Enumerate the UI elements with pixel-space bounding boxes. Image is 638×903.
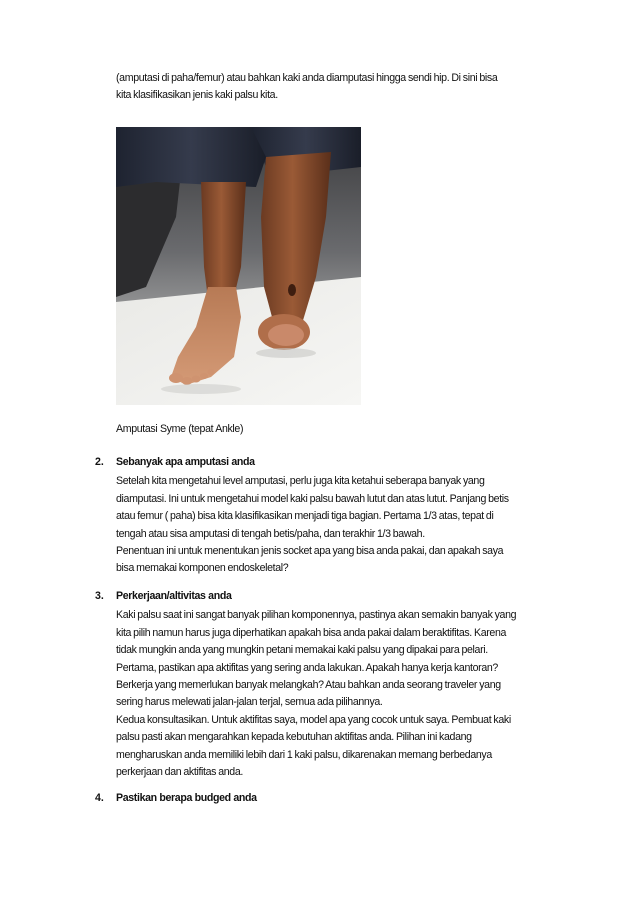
body-line: Setelah kita mengetahui level amputasi, perlu juga kita ketahui seberapa banyak yang: [116, 475, 485, 488]
section-heading: Pastikan berapa budged anda: [116, 792, 257, 804]
body-line: diamputasi. Ini untuk mengetahui model kaki palsu bawah lutut dan atas lutut. Panjang betis: [116, 492, 509, 505]
body-line: Berkerja yang memerlukan banyak melangkah? Atau bahkan anda seorang traveler yang: [116, 679, 501, 692]
intro-line: (amputasi di paha/femur) atau bahkan kaki anda diamputasi hingga sendi hip. Di sini bisa: [116, 72, 498, 84]
photo-caption: Amputasi Syme (tepat Ankle): [116, 423, 244, 435]
body-line: Pertama, pastikan apa aktifitas yang sering anda lakukan. Apakah hanya kerja kantoran?: [116, 661, 498, 674]
section-body: [116, 473, 509, 577]
body-line: Penentuan ini untuk menentukan jenis socket apa yang bisa anda pakai, dan apakah saya: [116, 545, 504, 558]
body-line: bisa memakai komponen endoskeletal?: [116, 562, 289, 575]
body-line: tengah atau sisa amputasi di tengah betis/paha, dan terakhir 1/3 bawah.: [116, 527, 425, 540]
section-heading: Sebanyak apa amputasi anda: [116, 456, 255, 468]
section-number: 3.: [95, 590, 104, 602]
intro-line: kita klasifikasikan jenis kaki palsu kita.: [116, 89, 278, 102]
section-body: [116, 607, 516, 781]
body-line: atau femur ( paha) bisa kita klasifikasikan menjadi tiga bagian. Pertama 1/3 atas, tepat di: [116, 510, 494, 523]
amputation-photo: [116, 127, 361, 405]
body-line: sering harus melewati jalan-jalan terjal, semua ada pilihannya.: [116, 696, 383, 709]
section-number: 4.: [95, 792, 104, 804]
section-number: 2.: [95, 456, 104, 468]
body-line: palsu pasti akan mengarahkan kepada kebutuhan aktifitas anda. Pilihan ini kadang: [116, 731, 472, 744]
body-line: Kaki palsu saat ini sangat banyak pilihan komponennya, pastinya akan semakin banyak yang: [116, 609, 517, 622]
body-line: mengharuskan anda memiliki lebih dari 1 kaki palsu, dikarenakan memang berbedanya: [116, 748, 492, 761]
body-line: Kedua konsultasikan. Untuk aktifitas saya, model apa yang cocok untuk saya. Pembuat kaki: [116, 713, 511, 726]
intro-paragraph: [116, 70, 572, 105]
body-line: tidak mungkin anda yang mungkin petani memakai kaki palsu yang dipakai para pelari.: [116, 644, 488, 657]
body-line: kita pilih namun harus juga diperhatikan apakah bisa anda pakai dalam beraktifitas. Karena: [116, 626, 507, 639]
section-heading: Perkerjaan/altivitas anda: [116, 590, 232, 602]
body-line: perkerjaan dan aktifitas anda.: [116, 766, 243, 779]
